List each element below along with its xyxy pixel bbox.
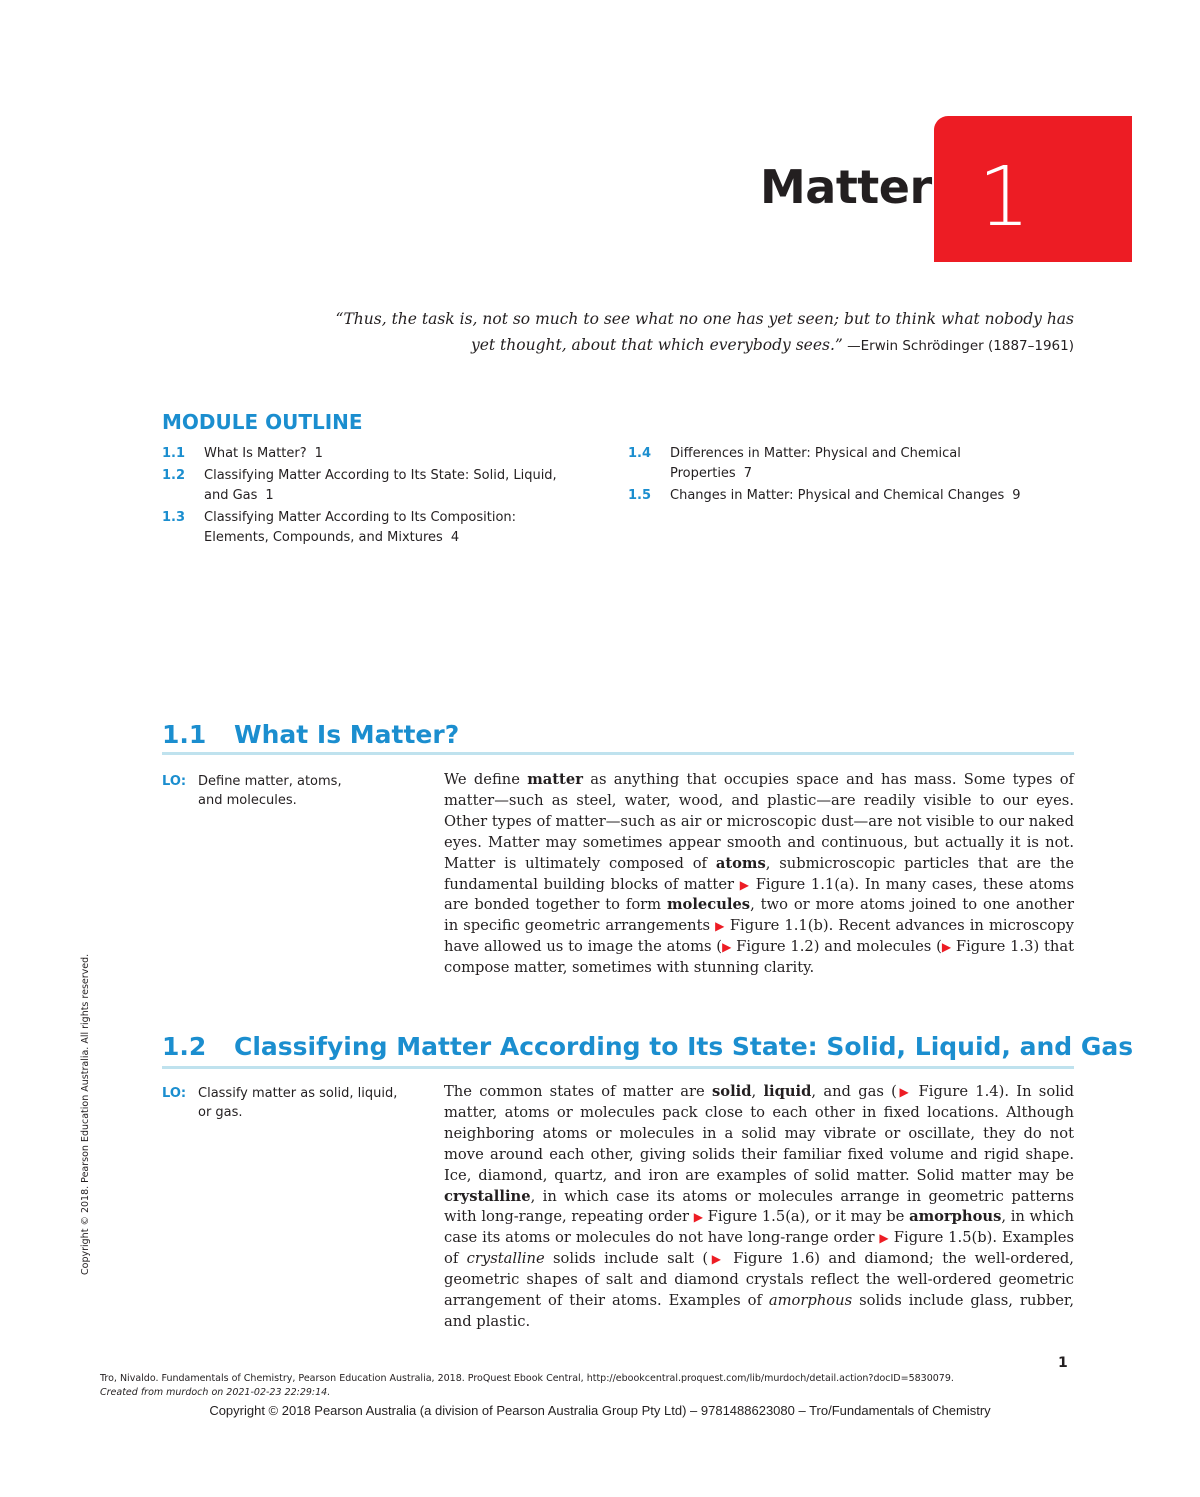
section-rule (162, 1066, 1074, 1069)
lo-label: LO: (162, 774, 187, 789)
created-timestamp: Created from murdoch on 2021-02-23 22:29:14. (100, 1387, 331, 1398)
body-text: The common states of matter are (444, 1083, 712, 1100)
figure-pointer-icon: ▶ (693, 1210, 703, 1225)
body-text: , and gas ( (811, 1083, 897, 1100)
figure-reference[interactable]: Figure 1.5(b) (888, 1229, 993, 1247)
body-text: , in which case its atoms or molecules do not have long-range order (444, 1208, 1074, 1247)
body-text: solids include salt ( (544, 1250, 709, 1268)
body-text: , two or more atoms joined to one another in specific geometric arrangements (444, 896, 1074, 935)
outline-item-page: 1 (265, 488, 274, 503)
body-text: ) that compose matter, sometimes with stunning clarity. (444, 938, 1074, 977)
section-heading-1-1 (162, 720, 459, 749)
epigraph-attribution: —Erwin Schrödinger (1887–1961) (842, 338, 1074, 354)
key-term: atoms (715, 854, 766, 872)
key-term: molecules (667, 896, 751, 914)
lo-text: Classify matter as solid, liquid, or gas. (198, 1086, 398, 1120)
outline-item-1-1[interactable] (162, 444, 582, 464)
outline-item-title: Classifying Matter According to Its State: Solid, Liquid, and Gas (204, 468, 557, 503)
emphasis-term: amorphous (768, 1292, 853, 1310)
page-number: 1 (1058, 1355, 1068, 1371)
outline-item-1-5[interactable] (628, 486, 1048, 506)
figure-reference[interactable]: Figure 1.6 (724, 1250, 815, 1268)
outline-item-1-4[interactable] (628, 444, 1048, 484)
outline-item-title: What Is Matter? (204, 446, 307, 461)
outline-item-page: 9 (1012, 488, 1021, 503)
key-term: amorphous (909, 1208, 1002, 1226)
figure-pointer-icon: ▶ (722, 940, 732, 955)
body-text: We define (444, 771, 528, 788)
body-text: , in which case its atoms or molecules arrange in geometric patterns with long-range, repeating order (444, 1187, 1074, 1226)
epigraph-line-2 (314, 332, 1074, 359)
outline-item-1-3[interactable] (162, 508, 582, 548)
epigraph (314, 306, 1074, 359)
body-text: solids include glass, rubber, and plastic. (444, 1292, 1074, 1330)
outline-item-text (670, 486, 1048, 506)
chapter-number-tab (934, 116, 1132, 262)
side-copyright-notice: Copyright © 2018. Pearson Education Australia. All rights reserved. (80, 953, 91, 1275)
learning-objective-1-1 (162, 772, 412, 810)
outline-item-page: 4 (450, 530, 460, 545)
module-outline-right-column (628, 444, 1048, 508)
citation-line[interactable]: Tro, Nivaldo. Fundamentals of Chemistry, Pearson Education Australia, 2018. ProQuest Ebook Central, http://ebookcentral.proquest.com/lib/murdoch/detail.action?docID=5830079. (100, 1373, 954, 1384)
section-title: What Is Matter? (234, 720, 460, 749)
section-1-2-body (444, 1082, 1074, 1333)
epigraph-line-1: “Thus, the task is, not so much to see what no one has yet seen; but to think what nobody has (335, 310, 1074, 328)
outline-item-text (204, 508, 582, 548)
outline-item-text (670, 444, 980, 484)
section-1-1-body (444, 770, 1074, 979)
section-heading-1-2 (162, 1032, 1133, 1061)
figure-reference[interactable]: Figure 1.2 (731, 938, 814, 956)
outline-item-page: 7 (743, 466, 752, 481)
body-text: . In many cases, these atoms are bonded together to form (444, 875, 1074, 914)
outline-item-title: Differences in Matter: Physical and Chemical Properties (670, 446, 961, 481)
lo-text: Define matter, atoms, and molecules. (198, 774, 342, 808)
figure-reference[interactable]: Figure 1.1(a) (750, 875, 855, 893)
figure-pointer-icon: ▶ (715, 919, 725, 934)
key-term: liquid (763, 1083, 812, 1100)
epigraph-line-2-text: yet thought, about that which everybody sees.” (470, 336, 843, 354)
figure-reference[interactable]: Figure 1.1(b) (724, 917, 829, 935)
outline-item-title: Classifying Matter According to Its Composition: Elements, Compounds, and Mixtures (204, 510, 517, 545)
body-text: ) and molecules ( (813, 938, 942, 956)
figure-pointer-icon: ▶ (739, 877, 751, 892)
figure-reference[interactable]: Figure 1.3 (951, 938, 1034, 956)
body-text: ) and diamond; the well-ordered, geometric shapes of salt and diamond crystals reflect the well-ordered geometric arrangement of their atoms. Examples of (444, 1250, 1074, 1310)
figure-pointer-icon: ▶ (941, 940, 952, 955)
body-text: , or it may be (805, 1208, 910, 1226)
section-number: 1.1 (162, 720, 207, 749)
section-rule (162, 752, 1074, 755)
body-text: . Recent advances in microscopy have allowed us to image the atoms ( (444, 917, 1074, 956)
figure-reference[interactable]: Figure 1.5(a) (703, 1208, 806, 1226)
learning-objective-1-2 (162, 1084, 412, 1122)
lo-label: LO: (162, 1086, 187, 1101)
body-text: as anything that occupies space and has mass. Some types of matter—such as steel, water, wood, and plastic—are readily visible to our eyes. Other types of matter—such as air or microscopic dust—are not visible to our naked eyes. Matter may sometimes appear smooth and continuous, but actually it is not. Matter is ultimately composed of (444, 771, 1074, 872)
key-term: matter (527, 771, 583, 788)
body-text: ). In solid matter, atoms or molecules pack close to each other in fixed locations. Although neighboring atoms or molecules in a solid may vibrate or oscillate, they do not move around each other, giving solids their familiar fixed volume and rigid shape. Ice, diamond, quartz, and iron are examples of solid matter. Solid matter may be (444, 1083, 1074, 1184)
chapter-title: Matter (760, 160, 932, 214)
body-text: . Examples of (444, 1229, 1075, 1268)
outline-item-title: Changes in Matter: Physical and Chemical Changes (670, 488, 1005, 503)
emphasis-term: crystalline (466, 1250, 545, 1268)
figure-reference[interactable]: Figure 1.4 (911, 1083, 999, 1100)
outline-item-number: 1.5 (628, 488, 652, 503)
figure-pointer-icon: ▶ (708, 1252, 725, 1267)
section-number: 1.2 (162, 1032, 207, 1061)
body-text: , (751, 1083, 764, 1100)
footer-copyright: Copyright © 2018 Pearson Australia (a division of Pearson Australia Group Pty Ltd) – 9781488623080 – Tro/Fundamentals of Chemistry (209, 1403, 991, 1418)
outline-item-text (204, 444, 582, 464)
outline-item-number: 1.4 (628, 446, 652, 461)
module-outline-left-column (162, 444, 582, 550)
key-term: solid (712, 1083, 752, 1100)
figure-pointer-icon: ▶ (896, 1085, 912, 1099)
chapter-number: 1 (978, 150, 1031, 245)
outline-item-number: 1.3 (162, 510, 186, 525)
module-outline-heading: MODULE OUTLINE (162, 410, 363, 434)
figure-pointer-icon: ▶ (879, 1231, 889, 1246)
outline-item-number: 1.2 (162, 468, 186, 483)
body-text: , submicroscopic particles that are the fundamental building blocks of matter (444, 854, 1074, 893)
outline-item-number: 1.1 (162, 446, 186, 461)
outline-item-page: 1 (314, 446, 323, 461)
section-title: Classifying Matter According to Its State: Solid, Liquid, and Gas (234, 1032, 1134, 1061)
key-term: crystalline (444, 1187, 531, 1205)
outline-item-1-2[interactable] (162, 466, 582, 506)
outline-item-text (204, 466, 564, 506)
